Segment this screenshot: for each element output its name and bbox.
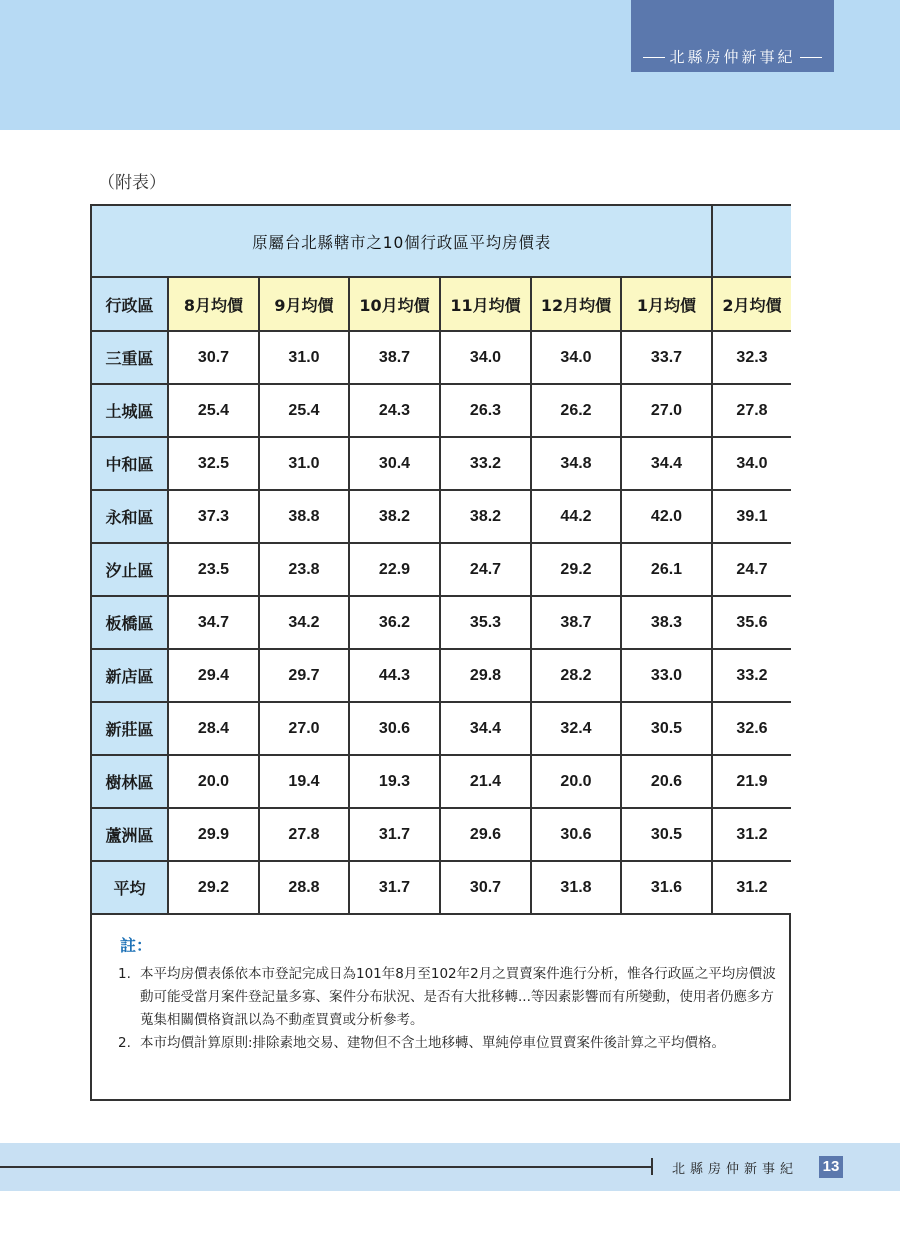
table-row <box>92 702 791 755</box>
price-cell: 31.0 <box>259 437 349 490</box>
price-cell: 29.7 <box>259 649 349 702</box>
price-cell: 38.2 <box>440 490 531 543</box>
table-row <box>92 596 791 649</box>
price-cell: 20.6 <box>621 755 712 808</box>
price-cell: 26.3 <box>440 384 531 437</box>
price-table-frame <box>90 204 791 1101</box>
price-cell: 38.8 <box>259 490 349 543</box>
price-cell: 38.7 <box>349 331 440 384</box>
price-cell: 35.3 <box>440 596 531 649</box>
appendix-label: （附表） <box>98 173 166 193</box>
table-row <box>92 808 791 861</box>
district-cell: 中和區 <box>92 437 168 490</box>
price-cell: 31.7 <box>349 861 440 914</box>
table-row <box>92 331 791 384</box>
price-cell: 31.8 <box>531 861 621 914</box>
price-cell: 29.4 <box>168 649 259 702</box>
table-title-row <box>92 206 791 277</box>
price-cell: 19.3 <box>349 755 440 808</box>
price-cell: 44.3 <box>349 649 440 702</box>
district-cell: 新莊區 <box>92 702 168 755</box>
price-cell: 21.4 <box>440 755 531 808</box>
district-cell: 新店區 <box>92 649 168 702</box>
notes-title: 註： <box>120 936 153 955</box>
price-cell: 30.4 <box>349 437 440 490</box>
price-cell: 19.4 <box>259 755 349 808</box>
note-text: 本市均價計算原則:排除素地交易、建物但不含土地移轉、單純停車位買賣案件後計算之平均價格。 <box>140 1035 726 1051</box>
price-cell: 33.2 <box>712 649 791 702</box>
price-cell: 30.7 <box>440 861 531 914</box>
column-header: 11月均價 <box>440 277 531 331</box>
price-cell: 29.9 <box>168 808 259 861</box>
price-cell: 33.2 <box>440 437 531 490</box>
price-cell: 44.2 <box>531 490 621 543</box>
price-cell: 31.0 <box>259 331 349 384</box>
district-cell: 三重區 <box>92 331 168 384</box>
price-cell: 24.7 <box>712 543 791 596</box>
price-cell: 39.1 <box>712 490 791 543</box>
column-header-district: 行政區 <box>92 277 168 331</box>
table-title-empty-cell <box>712 206 791 277</box>
table-row <box>92 649 791 702</box>
table-row <box>92 755 791 808</box>
price-cell: 34.8 <box>531 437 621 490</box>
table-row <box>92 490 791 543</box>
price-cell: 34.2 <box>259 596 349 649</box>
price-cell: 27.0 <box>621 384 712 437</box>
price-cell: 20.0 <box>531 755 621 808</box>
price-cell: 23.8 <box>259 543 349 596</box>
price-cell: 32.3 <box>712 331 791 384</box>
price-cell: 35.6 <box>712 596 791 649</box>
header-title: 北縣房仲新事紀 <box>669 48 796 66</box>
footer-title: 北縣房仲新事紀 <box>672 1162 799 1177</box>
price-cell: 29.2 <box>168 861 259 914</box>
table-row <box>92 437 791 490</box>
column-header: 9月均價 <box>259 277 349 331</box>
table-row <box>92 861 791 914</box>
price-cell: 25.4 <box>168 384 259 437</box>
district-cell: 土城區 <box>92 384 168 437</box>
price-cell: 20.0 <box>168 755 259 808</box>
note-text: 本平均房價表係依本市登記完成日為101年8月至102年2月之買賣案件進行分析，惟各行政區之平均房價波動可能受當月案件登記量多寡、案件分布狀況、是否有大批移轉...等因素影響而有所變動，使用者仍應多方蒐集相關價格資訊以為不動產買賣或分析參考。 <box>140 966 776 1028</box>
price-cell: 31.2 <box>712 808 791 861</box>
price-cell: 29.2 <box>531 543 621 596</box>
column-header: 12月均價 <box>531 277 621 331</box>
price-cell: 30.7 <box>168 331 259 384</box>
district-cell: 永和區 <box>92 490 168 543</box>
price-cell: 27.8 <box>259 808 349 861</box>
price-cell: 27.0 <box>259 702 349 755</box>
column-header: 1月均價 <box>621 277 712 331</box>
district-cell: 汐止區 <box>92 543 168 596</box>
price-cell: 32.4 <box>531 702 621 755</box>
price-cell: 38.2 <box>349 490 440 543</box>
price-cell: 30.6 <box>349 702 440 755</box>
price-cell: 28.2 <box>531 649 621 702</box>
price-cell: 31.2 <box>712 861 791 914</box>
price-cell: 28.4 <box>168 702 259 755</box>
table-body <box>92 331 791 914</box>
column-header: 2月均價 <box>712 277 791 331</box>
price-cell: 27.8 <box>712 384 791 437</box>
table-row <box>92 384 791 437</box>
price-cell: 22.9 <box>349 543 440 596</box>
price-cell: 24.7 <box>440 543 531 596</box>
header-title-container <box>631 46 834 67</box>
district-cell: 平均 <box>92 861 168 914</box>
table-row <box>92 543 791 596</box>
price-cell: 37.3 <box>168 490 259 543</box>
price-cell: 28.8 <box>259 861 349 914</box>
notes-list <box>118 963 778 1055</box>
notes-section <box>118 934 778 1055</box>
footer-rule-tick <box>651 1158 653 1175</box>
footer-rule <box>0 1166 653 1168</box>
price-cell: 33.0 <box>621 649 712 702</box>
price-cell: 26.2 <box>531 384 621 437</box>
price-cell: 31.6 <box>621 861 712 914</box>
price-cell: 34.0 <box>712 437 791 490</box>
price-cell: 21.9 <box>712 755 791 808</box>
table-title: 原屬台北縣轄市之10個行政區平均房價表 <box>252 232 551 252</box>
table-header-row <box>92 277 791 331</box>
price-cell: 34.4 <box>621 437 712 490</box>
header-tab <box>631 0 834 72</box>
price-cell: 36.2 <box>349 596 440 649</box>
page-number: 13 <box>819 1156 843 1178</box>
price-cell: 26.1 <box>621 543 712 596</box>
price-cell: 30.6 <box>531 808 621 861</box>
price-cell: 32.5 <box>168 437 259 490</box>
note-item <box>118 1032 778 1055</box>
dash-decoration <box>800 57 822 58</box>
price-cell: 38.3 <box>621 596 712 649</box>
price-cell: 30.5 <box>621 808 712 861</box>
district-cell: 板橋區 <box>92 596 168 649</box>
table-title-cell <box>92 206 712 277</box>
column-header: 10月均價 <box>349 277 440 331</box>
price-cell: 34.0 <box>440 331 531 384</box>
dash-decoration <box>643 57 665 58</box>
price-cell: 29.6 <box>440 808 531 861</box>
price-cell: 24.3 <box>349 384 440 437</box>
note-number: 2. <box>118 1035 131 1051</box>
price-cell: 34.4 <box>440 702 531 755</box>
price-cell: 34.7 <box>168 596 259 649</box>
price-cell: 38.7 <box>531 596 621 649</box>
price-table <box>92 206 791 915</box>
price-cell: 30.5 <box>621 702 712 755</box>
price-cell: 34.0 <box>531 331 621 384</box>
price-cell: 25.4 <box>259 384 349 437</box>
note-item <box>118 963 778 1032</box>
price-cell: 32.6 <box>712 702 791 755</box>
price-cell: 29.8 <box>440 649 531 702</box>
note-number: 1. <box>118 966 131 982</box>
price-cell: 33.7 <box>621 331 712 384</box>
price-cell: 23.5 <box>168 543 259 596</box>
district-cell: 蘆洲區 <box>92 808 168 861</box>
column-header: 8月均價 <box>168 277 259 331</box>
price-cell: 31.7 <box>349 808 440 861</box>
district-cell: 樹林區 <box>92 755 168 808</box>
price-cell: 42.0 <box>621 490 712 543</box>
